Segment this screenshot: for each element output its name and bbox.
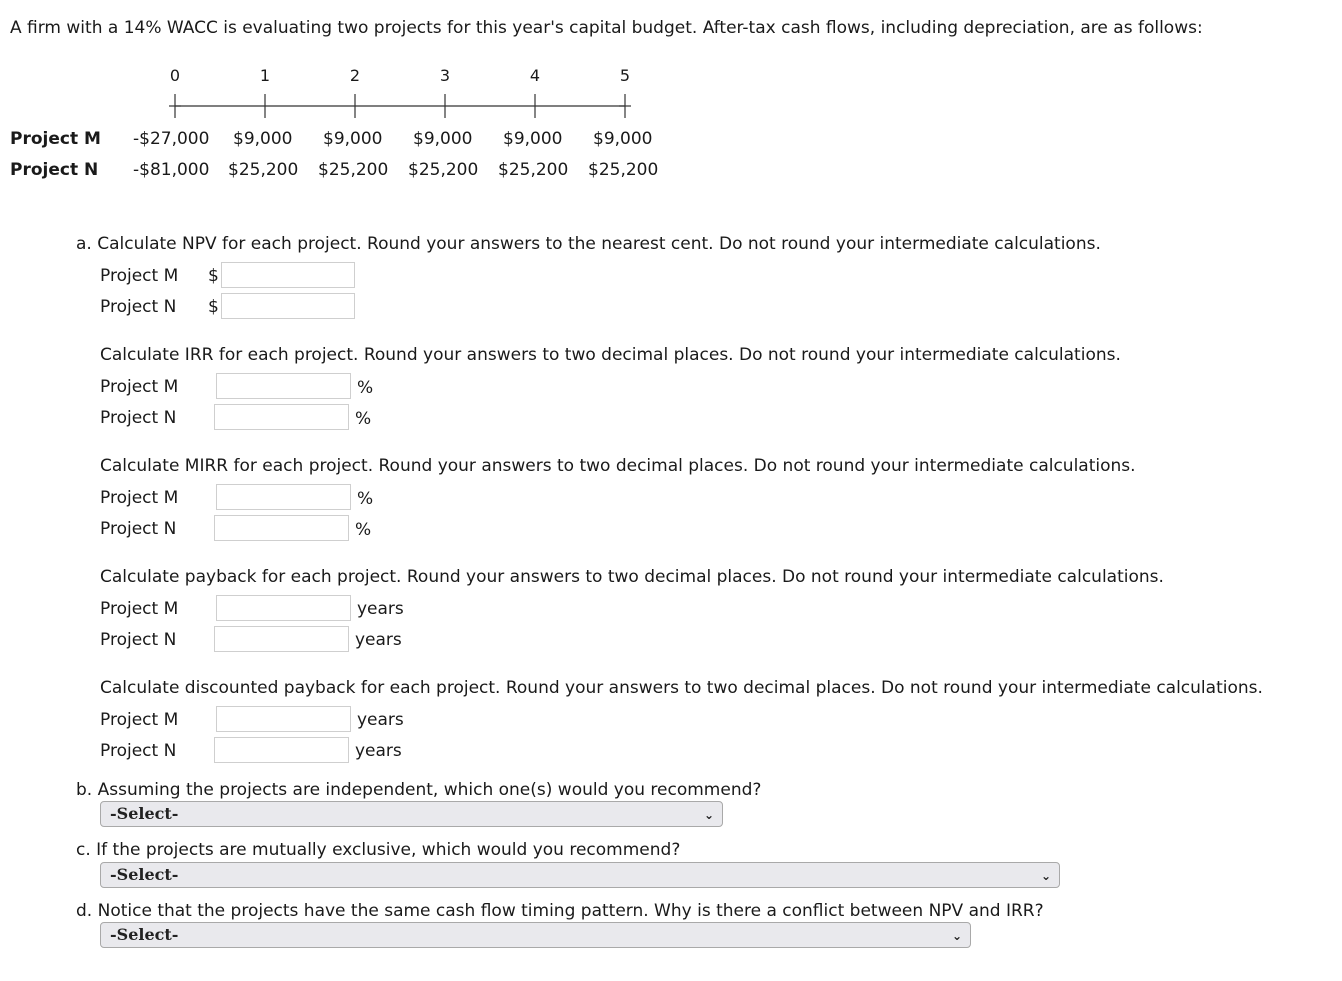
npv-project-m-label: Project M: [100, 266, 179, 286]
cash-flow: -$81,000: [133, 160, 210, 180]
payback-project-n-label: Project N: [100, 630, 177, 650]
project-n-label: Project N: [10, 160, 99, 180]
part-c-question: c. If the projects are mutually exclusive, which would you recommend?: [76, 840, 681, 860]
npv-question: a. Calculate NPV for each project. Round your answers to the nearest cent. Do not round your intermediate calculations.: [76, 234, 1101, 254]
chevron-down-icon: ⌄: [703, 808, 714, 822]
cash-flow: $9,000: [323, 129, 383, 149]
cash-flow: $25,200: [588, 160, 659, 180]
part-b-selected-value: -Select-: [110, 804, 179, 823]
irr-question: Calculate IRR for each project. Round your answers to two decimal places. Do not round your intermediate calculations.: [100, 345, 1121, 365]
discounted-payback-project-n-label: Project N: [100, 741, 177, 761]
mirr-project-m-label: Project M: [100, 488, 179, 508]
npv-project-n-input[interactable]: [221, 293, 355, 319]
cash-flow: $25,200: [228, 160, 299, 180]
payback-question: Calculate payback for each project. Round your answers to two decimal places. Do not round your intermediate calculations.: [100, 567, 1164, 587]
period-label: 3: [439, 66, 451, 85]
irr-project-m-input[interactable]: [216, 373, 351, 399]
percent-unit: %: [355, 409, 372, 429]
years-unit: years: [357, 599, 404, 619]
cash-flow: $9,000: [233, 129, 293, 149]
mirr-project-m-input[interactable]: [216, 484, 351, 510]
mirr-question: Calculate MIRR for each project. Round your answers to two decimal places. Do not round your intermediate calculations.: [100, 456, 1136, 476]
chevron-down-icon: ⌄: [951, 929, 962, 943]
discounted-payback-project-m-input[interactable]: [216, 706, 351, 732]
problem-intro: A firm with a 14% WACC is evaluating two projects for this year's capital budget. After-tax cash flows, including depreciation, are as follows:: [10, 18, 1203, 38]
years-unit: years: [355, 741, 402, 761]
discounted-payback-project-m-label: Project M: [100, 710, 179, 730]
cash-flow: $25,200: [408, 160, 479, 180]
part-d-question: d. Notice that the projects have the same cash flow timing pattern. Why is there a conflict between NPV and IRR?: [76, 901, 1044, 921]
period-label: 2: [349, 66, 361, 85]
discounted-payback-project-n-input[interactable]: [214, 737, 349, 763]
cash-flow: $25,200: [318, 160, 389, 180]
npv-dollar-sign: $: [208, 297, 219, 317]
years-unit: years: [357, 710, 404, 730]
period-label: 5: [619, 66, 631, 85]
percent-unit: %: [357, 378, 374, 398]
timeline-axis: [0, 0, 700, 130]
cash-flow: $9,000: [413, 129, 473, 149]
npv-project-n-label: Project N: [100, 297, 177, 317]
part-d-select[interactable]: [100, 922, 971, 948]
npv-dollar-sign: $: [208, 266, 219, 286]
part-c-select[interactable]: [100, 862, 1060, 888]
part-d-selected-value: -Select-: [110, 925, 179, 944]
chevron-down-icon: ⌄: [1040, 869, 1051, 883]
discounted-payback-question: Calculate discounted payback for each project. Round your answers to two decimal places. Do not round your intermediate calculations.: [100, 678, 1263, 698]
part-b-question: b. Assuming the projects are independent, which one(s) would you recommend?: [76, 780, 762, 800]
cash-flow: $9,000: [503, 129, 563, 149]
percent-unit: %: [357, 489, 374, 509]
payback-project-n-input[interactable]: [214, 626, 349, 652]
irr-project-n-input[interactable]: [214, 404, 349, 430]
npv-project-m-input[interactable]: [221, 262, 355, 288]
cash-flow: $25,200: [498, 160, 569, 180]
part-c-selected-value: -Select-: [110, 865, 179, 884]
irr-project-m-label: Project M: [100, 377, 179, 397]
cash-flow: -$27,000: [133, 129, 210, 149]
payback-project-m-label: Project M: [100, 599, 179, 619]
period-label: 4: [529, 66, 541, 85]
mirr-project-n-label: Project N: [100, 519, 177, 539]
cash-flow: $9,000: [593, 129, 653, 149]
period-label: 1: [259, 66, 271, 85]
part-b-select[interactable]: [100, 801, 723, 827]
irr-project-n-label: Project N: [100, 408, 177, 428]
mirr-project-n-input[interactable]: [214, 515, 349, 541]
percent-unit: %: [355, 520, 372, 540]
project-m-label: Project M: [10, 129, 101, 149]
payback-project-m-input[interactable]: [216, 595, 351, 621]
years-unit: years: [355, 630, 402, 650]
period-label: 0: [169, 66, 181, 85]
